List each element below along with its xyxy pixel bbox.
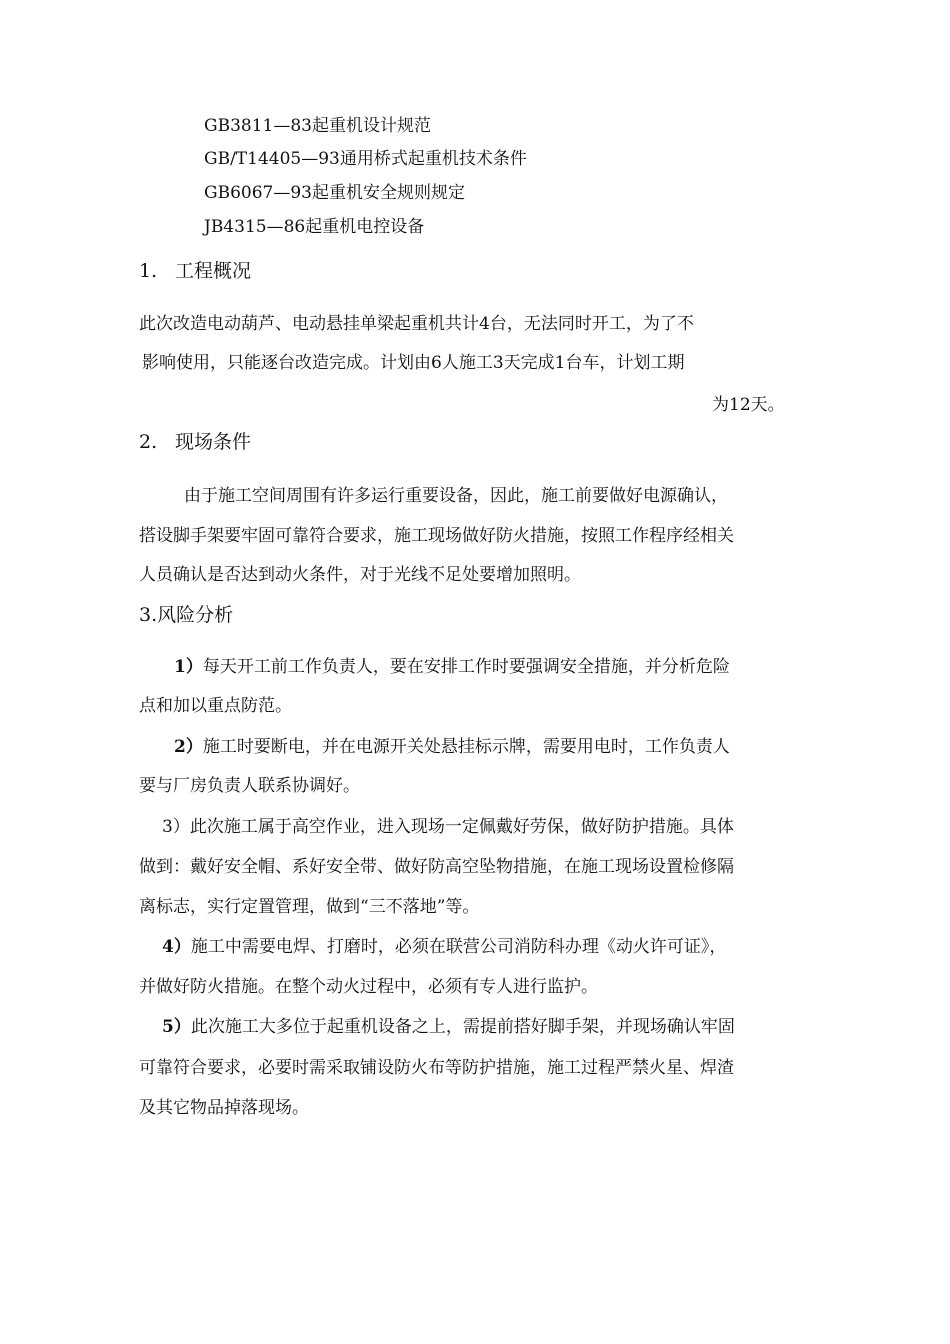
risk-item-4-line-1 bbox=[162, 935, 726, 959]
risk-item-1-marker: 1） bbox=[174, 657, 203, 677]
risk-item-1-line-2: 点和加以重点防范。 bbox=[139, 696, 292, 716]
risk-item-3-line-3: 离标志，实行定置管理，做到“三不落地”等。 bbox=[139, 897, 480, 917]
risk-item-5-line-1 bbox=[162, 1015, 735, 1039]
risk-item-3-line-1 bbox=[162, 815, 734, 839]
section-1-heading bbox=[139, 257, 251, 285]
risk-item-5-marker: 5） bbox=[162, 1017, 191, 1037]
risk-item-4-marker: 4） bbox=[162, 937, 191, 957]
risk-item-2-line-1 bbox=[174, 735, 730, 759]
section-1-title: 工程概况 bbox=[175, 260, 252, 282]
standard-ref-1: GB3811—83起重机设计规范 bbox=[204, 116, 431, 136]
risk-item-4-text-1: 施工中需要电焊、打磨时，必须在联营公司消防科办理《动火许可证》， bbox=[190, 937, 727, 957]
risk-item-3-text-1: 此次施工属于高空作业，进入现场一定佩戴好劳保，做好防护措施。具体 bbox=[189, 817, 734, 837]
risk-item-2-line-2: 要与厂房负责人联系协调好。 bbox=[139, 776, 360, 796]
section-2-line-2: 搭设脚手架要牢固可靠符合要求，施工现场做好防火措施，按照工作程序经相关 bbox=[139, 526, 734, 546]
risk-item-2-marker: 2） bbox=[174, 737, 203, 757]
standard-ref-4: JB4315—86起重机电控设备 bbox=[204, 217, 425, 237]
risk-item-3-marker: 3） bbox=[162, 817, 190, 837]
section-2-title: 现场条件 bbox=[175, 431, 252, 453]
risk-item-1-text-1: 每天开工前工作负责人，要在安排工作时要强调安全措施，并分析危险 bbox=[202, 657, 730, 677]
standard-ref-3: GB6067—93起重机安全规则规定 bbox=[204, 183, 465, 203]
section-2-number: 2. bbox=[139, 431, 158, 453]
risk-item-3-line-2: 做到：戴好安全帽、系好安全带、做好防高空坠物措施，在施工现场设置检修隔 bbox=[139, 857, 734, 877]
section-1-number: 1. bbox=[139, 260, 158, 282]
risk-item-4-line-2: 并做好防火措施。在整个动火过程中，必须有专人进行监护。 bbox=[139, 977, 598, 997]
section-2-heading bbox=[139, 428, 251, 456]
section-1-line-1: 此次改造电动葫芦、电动悬挂单梁起重机共计4台，无法同时开工，为了不 bbox=[139, 314, 694, 334]
section-2-line-1: 由于施工空间周围有许多运行重要设备，因此，施工前要做好电源确认， bbox=[184, 486, 728, 506]
standard-ref-2: GB/T14405—93通用桥式起重机技术条件 bbox=[204, 149, 527, 169]
risk-item-5-line-3: 及其它物品掉落现场。 bbox=[139, 1098, 309, 1118]
section-2-line-3: 人员确认是否达到动火条件，对于光线不足处要增加照明。 bbox=[139, 565, 581, 585]
risk-item-5-text-1: 此次施工大多位于起重机设备之上，需提前搭好脚手架，并现场确认牢固 bbox=[190, 1017, 735, 1037]
risk-item-1-line-1 bbox=[174, 655, 730, 679]
section-1-line-2: 影响使用，只能逐台改造完成。计划由6人施工3天完成1台车，计划工期 bbox=[142, 353, 685, 373]
risk-item-5-line-2: 可靠符合要求，必要时需采取铺设防火布等防护措施，施工过程严禁火星、焊渣 bbox=[139, 1058, 734, 1078]
section-3-heading: 3.风险分析 bbox=[139, 604, 234, 626]
risk-item-2-text-1: 施工时要断电，并在电源开关处悬挂标示牌，需要用电时，工作负责人 bbox=[202, 737, 730, 757]
section-1-line-3: 为12天。 bbox=[712, 395, 785, 415]
